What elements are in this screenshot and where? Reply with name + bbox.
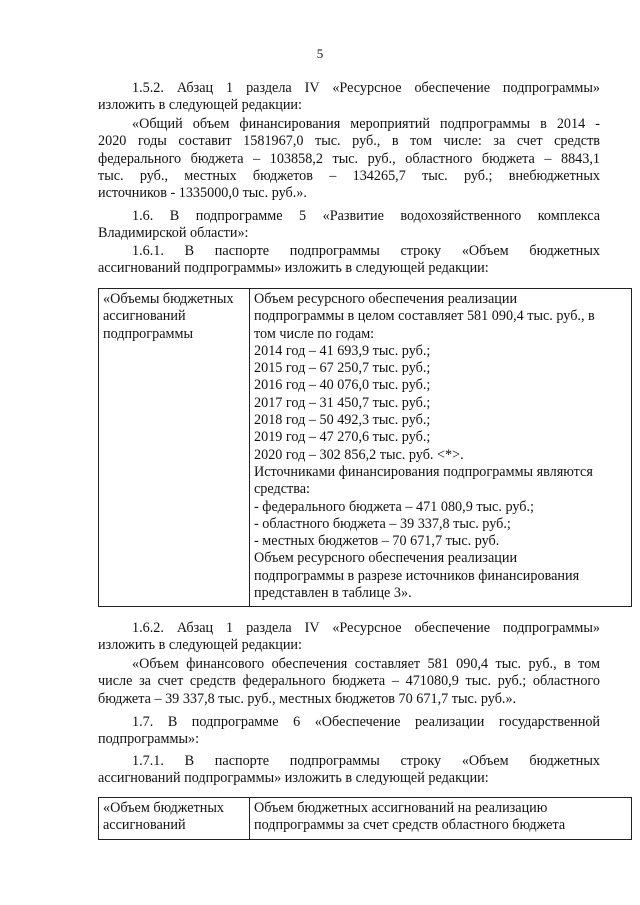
- text-line: федерального бюджета – 103858,2 тыс. руб., областного бюджета – 8843,1: [98, 150, 600, 167]
- cell-line: Объем ресурсного обеспечения реализации: [254, 291, 518, 307]
- table-cell-label: [99, 289, 250, 607]
- paragraph-1-6-2: [98, 620, 600, 655]
- cell-line: ассигнований: [103, 817, 186, 834]
- text-line: числе за счет средств федерального бюджета – 471080,9 тыс. руб.; областного: [98, 673, 600, 690]
- text-line: 1.6.2. Абзац 1 раздела IV «Ресурсное обеспечение подпрограммы»: [132, 620, 600, 636]
- text-line: подпрограммы»:: [98, 731, 200, 748]
- cell-line: - местных бюджетов – 70 671,7 тыс. руб.: [254, 533, 500, 550]
- cell-line: 2016 год – 40 076,0 тыс. руб.;: [254, 377, 431, 394]
- page-number: 5: [316, 46, 324, 61]
- paragraph-1-7: [98, 714, 600, 749]
- text-line: «Объем финансового обеспечения составляет 581 090,4 тыс. руб., в том: [132, 656, 600, 672]
- cell-line: ассигнований: [103, 308, 186, 325]
- text-line: Владимирской области»:: [98, 225, 249, 242]
- cell-line: - федерального бюджета – 471 080,9 тыс. руб.;: [254, 498, 534, 515]
- text-line: 1.7.1. В паспорте подпрограммы строку «Объем бюджетных: [132, 753, 600, 769]
- quote-1-5-2: [98, 116, 600, 202]
- text-line: изложить в следующей редакции:: [98, 637, 302, 654]
- text-line: ассигнований подпрограммы» изложить в следующей редакции:: [98, 260, 489, 277]
- text-line: изложить в следующей редакции:: [98, 97, 302, 114]
- budget-table-2: [98, 797, 632, 840]
- cell-line: 2019 год – 47 270,6 тыс. руб.;: [254, 429, 431, 446]
- paragraph-1-6-1: [98, 243, 600, 278]
- cell-line: подпрограммы за счет средств областного бюджета: [254, 817, 566, 834]
- paragraph-1-6: [98, 208, 600, 243]
- cell-line: Источниками финансирования подпрограммы являются: [254, 463, 593, 480]
- cell-line: 2018 год – 50 492,3 тыс. руб.;: [254, 412, 431, 429]
- text-line: ассигнований подпрограммы» изложить в следующей редакции:: [98, 770, 489, 787]
- cell-line: подпрограммы в целом составляет 581 090,4 тыс. руб., в: [254, 308, 595, 325]
- text-line: источников - 1335000,0 тыс. руб.».: [98, 185, 307, 202]
- text-line: 1.5.2. Абзац 1 раздела IV «Ресурсное обеспечение подпрограммы»: [132, 80, 600, 96]
- text-line: 1.7. В подпрограмме 6 «Обеспечение реализации государственной: [132, 714, 600, 730]
- text-line: 1.6.1. В паспорте подпрограммы строку «Объем бюджетных: [132, 243, 600, 259]
- cell-line: Объем ресурсного обеспечения реализации: [254, 550, 518, 567]
- table-row: [99, 798, 632, 840]
- cell-line: средства:: [254, 481, 310, 498]
- table-row: [99, 289, 632, 607]
- cell-line: 2015 год – 67 250,7 тыс. руб.;: [254, 360, 431, 377]
- cell-line: 2014 год – 41 693,9 тыс. руб.;: [254, 342, 431, 359]
- cell-line: «Объем бюджетных: [103, 800, 225, 816]
- table-cell-label: [99, 798, 250, 840]
- budget-table-1: [98, 288, 632, 607]
- text-line: «Общий объем финансирования мероприятий подпрограммы в 2014 -: [132, 116, 600, 132]
- cell-line: - областного бюджета – 39 337,8 тыс. руб.;: [254, 515, 511, 532]
- cell-line: Объем бюджетных ассигнований на реализацию: [254, 800, 548, 816]
- text-line: 2020 годы составит 1581967,0 тыс. руб., в том числе: за счет средств: [98, 133, 600, 150]
- cell-line: 2017 год – 31 450,7 тыс. руб.;: [254, 394, 431, 411]
- table-cell-value: [250, 798, 632, 840]
- text-line: тыс. руб., местных бюджетов – 134265,7 тыс. руб.; внебюджетных: [98, 167, 600, 184]
- cell-line: представлен в таблице 3».: [254, 585, 412, 602]
- cell-line: подпрограммы: [103, 325, 193, 342]
- cell-line: том числе по годам:: [254, 325, 375, 342]
- text-line: 1.6. В подпрограмме 5 «Развитие водохозяйственного комплекса: [132, 208, 600, 224]
- cell-line: подпрограммы в разрезе источников финансирования: [254, 567, 580, 584]
- cell-line: 2020 год – 302 856,2 тыс. руб. <*>.: [254, 446, 464, 463]
- paragraph-1-7-1: [98, 753, 600, 788]
- cell-line: «Объемы бюджетных: [103, 291, 234, 307]
- table-cell-value: [250, 289, 632, 607]
- quote-1-6-2: [98, 656, 600, 708]
- text-line: бюджета – 39 337,8 тыс. руб., местных бюджетов 70 671,7 тыс. руб.».: [98, 690, 517, 707]
- paragraph-1-5-2: [98, 80, 600, 115]
